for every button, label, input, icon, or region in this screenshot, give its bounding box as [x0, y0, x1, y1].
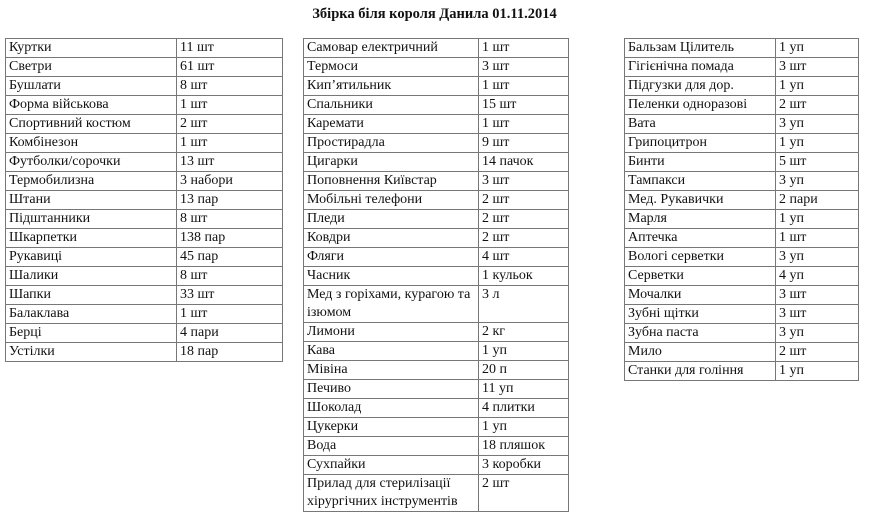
item-quantity: 2 пари	[776, 191, 859, 210]
medical-hygiene-table	[624, 38, 859, 381]
item-quantity: 2 кг	[479, 323, 569, 342]
table-row	[6, 115, 283, 134]
item-quantity: 3 уп	[776, 115, 859, 134]
table-row	[304, 342, 569, 361]
item-quantity: 1 кульок	[479, 267, 569, 286]
table-row	[304, 77, 569, 96]
item-name: Термобилизна	[6, 172, 177, 191]
table-row	[625, 305, 859, 324]
item-name: Часник	[304, 267, 479, 286]
table-row	[304, 248, 569, 267]
item-name: Цукерки	[304, 418, 479, 437]
item-name: Спальники	[304, 96, 479, 115]
item-quantity: 2 шт	[479, 210, 569, 229]
item-name: Термоси	[304, 58, 479, 77]
item-name: Спортивний костюм	[6, 115, 177, 134]
table-row	[6, 305, 283, 324]
table-row	[625, 343, 859, 362]
table-row	[625, 267, 859, 286]
item-quantity: 4 пари	[177, 324, 283, 343]
item-name: Мед. Рукавички	[625, 191, 776, 210]
table-row	[304, 191, 569, 210]
table-row	[304, 229, 569, 248]
table-row	[625, 39, 859, 58]
item-quantity: 1 шт	[776, 229, 859, 248]
item-name: Серветки	[625, 267, 776, 286]
item-name: Пеленки одноразові	[625, 96, 776, 115]
item-quantity: 8 шт	[177, 77, 283, 96]
document-title: Збірка біля короля Данила 01.11.2014	[312, 6, 557, 22]
table-row	[6, 229, 283, 248]
item-quantity: 13 шт	[177, 153, 283, 172]
item-quantity: 1 шт	[177, 134, 283, 153]
table-row	[6, 77, 283, 96]
table-row	[6, 172, 283, 191]
item-name: Печиво	[304, 380, 479, 399]
table-row	[6, 343, 283, 362]
item-quantity: 3 уп	[776, 248, 859, 267]
item-quantity: 4 уп	[776, 267, 859, 286]
table-row	[625, 153, 859, 172]
item-name: Прилад для стерилізації хірургічних інструментів	[304, 475, 479, 512]
item-name: Футболки/сорочки	[6, 153, 177, 172]
item-quantity: 1 уп	[776, 210, 859, 229]
item-name: Пледи	[304, 210, 479, 229]
item-quantity: 1 уп	[479, 342, 569, 361]
item-quantity: 33 шт	[177, 286, 283, 305]
item-quantity: 45 пар	[177, 248, 283, 267]
item-quantity: 1 уп	[776, 39, 859, 58]
item-quantity: 3 шт	[776, 305, 859, 324]
table-row	[6, 134, 283, 153]
table-row	[304, 115, 569, 134]
item-name: Кава	[304, 342, 479, 361]
item-name: Светри	[6, 58, 177, 77]
item-name: Підштанники	[6, 210, 177, 229]
item-name: Шоколад	[304, 399, 479, 418]
item-quantity: 3 коробки	[479, 456, 569, 475]
item-name: Вода	[304, 437, 479, 456]
table-row	[304, 267, 569, 286]
item-quantity: 11 шт	[177, 39, 283, 58]
item-quantity: 2 шт	[479, 229, 569, 248]
item-quantity: 1 шт	[479, 39, 569, 58]
table-row	[625, 172, 859, 191]
item-quantity: 1 шт	[177, 305, 283, 324]
item-quantity: 3 шт	[479, 58, 569, 77]
table-row	[625, 96, 859, 115]
item-name: Станки для гоління	[625, 362, 776, 381]
item-name: Фляги	[304, 248, 479, 267]
table-row	[6, 267, 283, 286]
table-row	[304, 39, 569, 58]
item-name: Зубна паста	[625, 324, 776, 343]
item-name: Мівіна	[304, 361, 479, 380]
item-name: Бушлати	[6, 77, 177, 96]
item-name: Поповнення Київстар	[304, 172, 479, 191]
table-row	[625, 286, 859, 305]
table-row	[304, 58, 569, 77]
item-name: Простирадла	[304, 134, 479, 153]
item-name: Шалики	[6, 267, 177, 286]
item-quantity: 4 плитки	[479, 399, 569, 418]
item-quantity: 13 пар	[177, 191, 283, 210]
table-row	[6, 248, 283, 267]
item-name: Аптечка	[625, 229, 776, 248]
item-quantity: 3 уп	[776, 324, 859, 343]
table-row	[625, 115, 859, 134]
table-row	[6, 96, 283, 115]
item-quantity: 3 уп	[776, 172, 859, 191]
table-row	[625, 229, 859, 248]
table-row	[6, 153, 283, 172]
item-name: Сухпайки	[304, 456, 479, 475]
household-food-table	[303, 38, 569, 512]
item-name: Берці	[6, 324, 177, 343]
table-row	[304, 456, 569, 475]
item-quantity: 9 шт	[479, 134, 569, 153]
item-quantity: 61 шт	[177, 58, 283, 77]
item-quantity: 2 шт	[479, 475, 569, 512]
item-name: Ковдри	[304, 229, 479, 248]
item-name: Цигарки	[304, 153, 479, 172]
table-row	[625, 191, 859, 210]
item-name: Кип’ятильник	[304, 77, 479, 96]
item-name: Балаклава	[6, 305, 177, 324]
table-row	[304, 210, 569, 229]
table-row	[625, 362, 859, 381]
item-quantity: 4 шт	[479, 248, 569, 267]
table-row	[304, 418, 569, 437]
item-quantity: 2 шт	[479, 191, 569, 210]
item-quantity: 11 уп	[479, 380, 569, 399]
item-name: Бинти	[625, 153, 776, 172]
item-quantity: 1 шт	[177, 96, 283, 115]
table-row	[625, 324, 859, 343]
item-quantity: 2 шт	[776, 343, 859, 362]
item-name: Рукавиці	[6, 248, 177, 267]
item-quantity: 1 уп	[776, 77, 859, 96]
item-quantity: 1 уп	[479, 418, 569, 437]
item-name: Марля	[625, 210, 776, 229]
item-name: Гігієнічна помада	[625, 58, 776, 77]
item-name: Самовар електричний	[304, 39, 479, 58]
item-name: Тампакси	[625, 172, 776, 191]
item-quantity: 15 шт	[479, 96, 569, 115]
table-row	[6, 191, 283, 210]
table-row	[6, 58, 283, 77]
item-name: Каремати	[304, 115, 479, 134]
item-name: Шапки	[6, 286, 177, 305]
item-name: Бальзам Цілитель	[625, 39, 776, 58]
item-quantity: 3 шт	[776, 58, 859, 77]
item-quantity: 3 набори	[177, 172, 283, 191]
item-name: Комбінезон	[6, 134, 177, 153]
item-quantity: 20 п	[479, 361, 569, 380]
item-name: Мобільні телефони	[304, 191, 479, 210]
table-row	[6, 286, 283, 305]
item-quantity: 3 шт	[479, 172, 569, 191]
item-name: Куртки	[6, 39, 177, 58]
item-quantity: 2 шт	[177, 115, 283, 134]
item-name: Штани	[6, 191, 177, 210]
table-row	[304, 286, 569, 323]
table-row	[304, 361, 569, 380]
item-quantity: 8 шт	[177, 210, 283, 229]
table-row	[304, 172, 569, 191]
item-name: Мило	[625, 343, 776, 362]
item-name: Вологі серветки	[625, 248, 776, 267]
table-row	[625, 210, 859, 229]
table-row	[6, 210, 283, 229]
table-row	[304, 437, 569, 456]
table-row	[304, 153, 569, 172]
table-row	[304, 134, 569, 153]
table-row	[304, 399, 569, 418]
table-row	[6, 324, 283, 343]
item-name: Шкарпетки	[6, 229, 177, 248]
item-name: Форма військова	[6, 96, 177, 115]
table-row	[625, 58, 859, 77]
item-quantity: 1 уп	[776, 362, 859, 381]
item-quantity: 5 шт	[776, 153, 859, 172]
item-quantity: 2 шт	[776, 96, 859, 115]
table-row	[625, 248, 859, 267]
table-row	[304, 475, 569, 512]
item-quantity: 1 шт	[479, 77, 569, 96]
item-quantity: 18 пляшок	[479, 437, 569, 456]
item-name: Грипоцитрон	[625, 134, 776, 153]
table-row	[625, 77, 859, 96]
item-name: Підгузки для дор.	[625, 77, 776, 96]
table-row	[304, 96, 569, 115]
item-quantity: 8 шт	[177, 267, 283, 286]
item-name: Лимони	[304, 323, 479, 342]
table-row	[625, 134, 859, 153]
item-quantity: 14 пачок	[479, 153, 569, 172]
item-quantity: 3 л	[479, 286, 569, 323]
item-name: Мед з горіхами, курагою та ізюмом	[304, 286, 479, 323]
item-name: Мочалки	[625, 286, 776, 305]
item-name: Вата	[625, 115, 776, 134]
item-quantity: 3 шт	[776, 286, 859, 305]
item-quantity: 138 пар	[177, 229, 283, 248]
item-quantity: 18 пар	[177, 343, 283, 362]
item-name: Зубні щітки	[625, 305, 776, 324]
table-row	[304, 323, 569, 342]
table-row	[6, 39, 283, 58]
item-quantity: 1 шт	[479, 115, 569, 134]
clothing-table	[5, 38, 283, 362]
item-name: Устілки	[6, 343, 177, 362]
table-row	[304, 380, 569, 399]
item-quantity: 1 уп	[776, 134, 859, 153]
